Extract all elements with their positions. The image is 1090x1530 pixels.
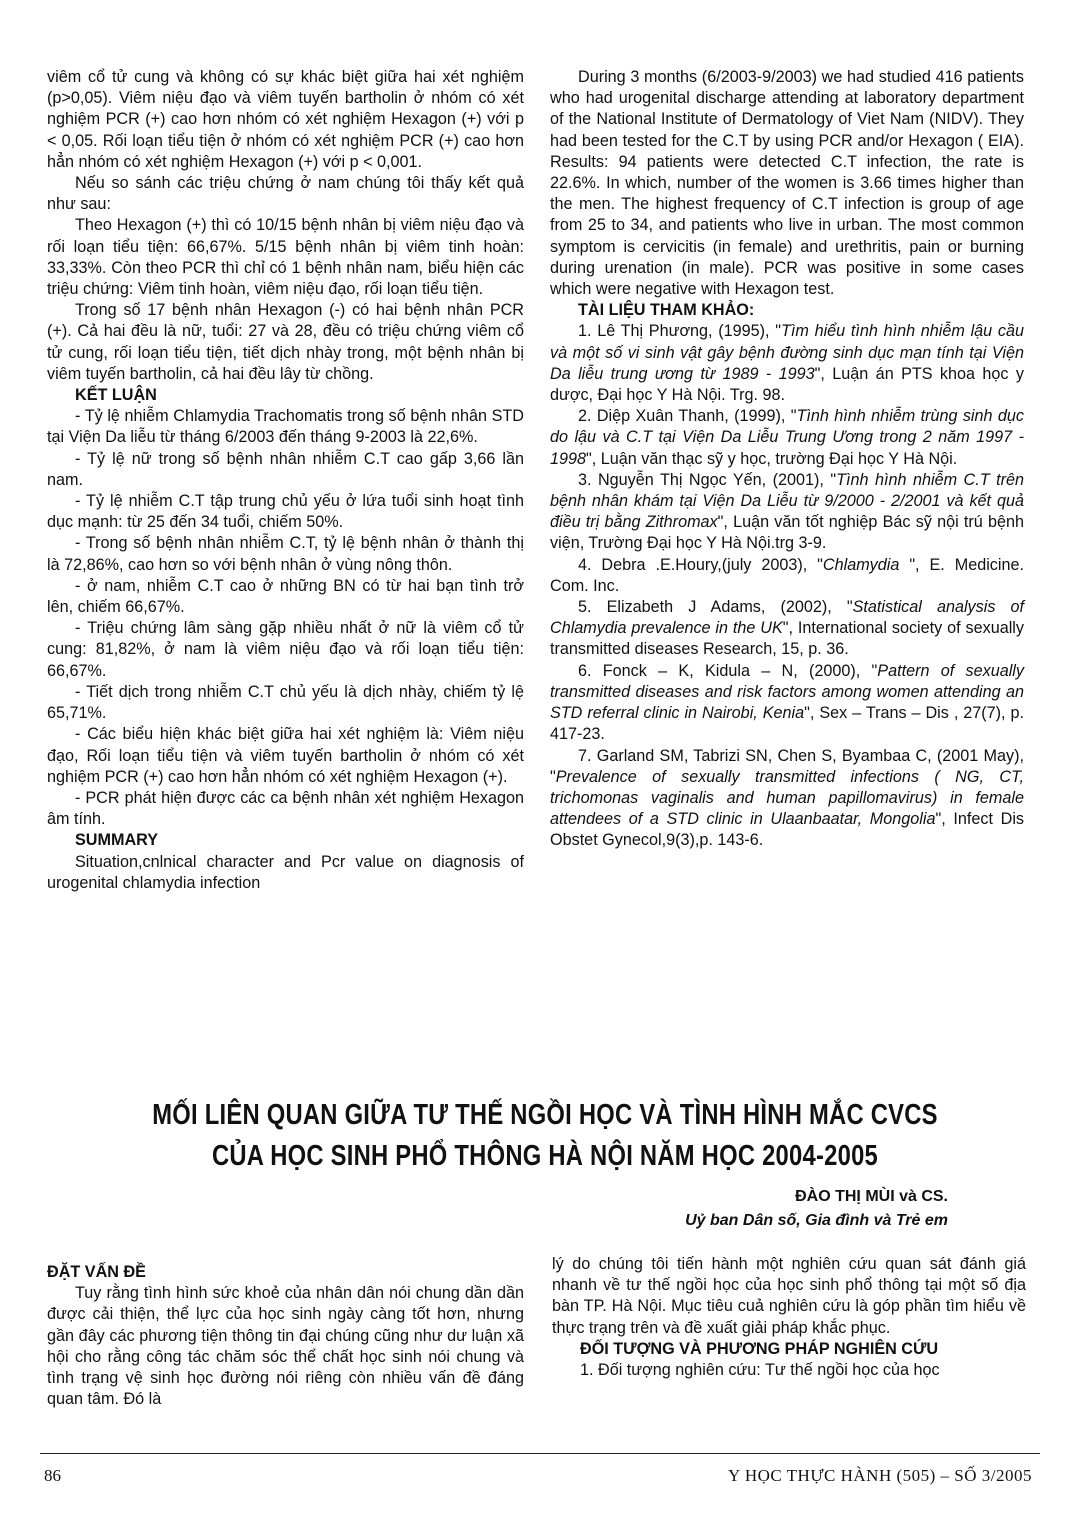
methods-heading: ĐỐI TƯỢNG VÀ PHƯƠNG PHÁP NGHIÊN CỨU: [580, 1339, 939, 1358]
conclusion-item: - Triệu chứng lâm sàng gặp nhiều nhất ở nữ là viêm cổ tử cung: 81,82%, ở nam là viêm niệu đạo và rối loạn tiểu tiện: 66,67%.: [47, 619, 524, 680]
introduction-heading: ĐẶT VẤN ĐỀ: [47, 1263, 146, 1281]
article-title: [131, 1095, 959, 1177]
paragraph: Theo Hexagon (+) thì có 10/15 bệnh nhân bị viêm niệu đạo và rối loạn tiểu tiện: 66,67%. 5/15 bệnh nhân bị viêm tinh hoàn: 33,33%. Còn theo PCR thì chỉ có 1 bệnh nhân nam, biểu hiện các triệu chứng: Viêm tinh hoàn, viêm niệu đạo, rối loạn tiểu tiện.: [47, 216, 524, 299]
reference-item: 3. Nguyễn Thị Ngọc Yến, (2001), "Tình hình nhiễm C.T trên bệnh nhân khám tại Viện Da Liễu từ 9/2000 - 2/2001 và kết quả điều trị bằng Zithromax", Luận văn tốt nghiệp Bác sỹ nội trú bệnh viện, Trường Đại học Y Hà Nội.trg 3-9.: [550, 470, 1024, 553]
reference-item: 7. Garland SM, Tabrizi SN, Chen S, Byambaa C, (2001 May), "Prevalence of sexually transmitted infections ( NG, CT, trichomonas vaginalis and human papillomavirus) in female attendees of a STD clinic in Ulaanbaatar, Mongolia", Infect Dis Obstet Gynecol,9(3),p. 143-6.: [550, 746, 1025, 850]
title-line-2: CỦA HỌC SINH PHỔ THÔNG HÀ NỘI NĂM HỌC 2004-2005: [211, 1140, 879, 1172]
new-article-left-column: [47, 1262, 524, 1410]
reference-list: [550, 321, 1024, 851]
page-number: 86: [44, 1466, 61, 1485]
reference-item: 6. Fonck – K, Kidula – N, (2000), "Pattern of sexually transmitted diseases and risk factors among women attending an STD referral clinic in Nairobi, Kenia", Sex – Trans – Dis , 27(7), p. 417-23.: [550, 661, 1024, 744]
reference-item: 4. Debra .E.Houry,(july 2003), "Chlamydia ", E. Medicine. Com. Inc.: [550, 555, 1024, 595]
references-heading: TÀI LIỆU THAM KHẢO:: [578, 301, 755, 320]
reference-item: 5. Elizabeth J Adams, (2002), "Statistical analysis of Chlamydia prevalence in the UK", International society of sexually transmitted diseases Research, 15, p. 36.: [550, 598, 1024, 659]
conclusion-item: - Trong số bệnh nhân nhiễm C.T, tỷ lệ bệnh nhân ở thành thị là 72,86%, cao hơn so với bệnh nhân ở vùng nông thôn.: [47, 534, 524, 574]
paragraph: viêm cổ tử cung và không có sự khác biệt giữa hai xét nghiệm (p>0,05). Viêm niệu đạo và viêm tuyến bartholin ở nhóm có xét nghiệm PCR (+) cao hơn nhóm có xét nghiệm Hexagon (+) với p < 0,05. Rối loạn tiểu tiện ở nhóm có xét nghiệm PCR (+) cao hơn hẳn nhóm có xét nghiệm Hexagon (+) với p < 0,001.: [47, 68, 524, 171]
summary-title: Situation,cnlnical character and Pcr value on diagnosis of urogenital chlamydia infection: [47, 852, 524, 892]
paragraph: Nếu so sánh các triệu chứng ở nam chúng tôi thấy kết quả như sau:: [47, 174, 524, 214]
journal-footer: Y HỌC THỰC HÀNH (505) – SỐ 3/2005: [727, 1466, 1032, 1485]
author-name: ĐÀO THỊ MÙI và CS.: [795, 1188, 948, 1205]
conclusion-item: - Tỷ lệ nhiễm C.T tập trung chủ yếu ở lứa tuổi sinh hoạt tình dục mạnh: từ 25 đến 34 tuổi, chiếm 50%.: [47, 492, 524, 532]
reference-item: 1. Lê Thị Phương, (1995), "Tìm hiểu tình hình nhiễm lậu cầu và một số vi sinh vật gây bệnh đường sinh dục mạn tính tại Viện Da liễu trung ương từ 1989 - 1993", Luận án PTS khoa học y dược, Đại học Y Hà Nội. Trg. 98.: [550, 322, 1024, 405]
conclusion-item: - PCR phát hiện được các ca bệnh nhân xét nghiệm Hexagon âm tính.: [47, 788, 524, 829]
right-column-abstract-references: [550, 67, 1024, 852]
reference-item: 2. Diệp Xuân Thanh, (1999), "Tình hình nhiễm trùng sinh dục do lậu và C.T tại Viện Da Liễu Trung Ương trong 2 năm 1997 - 1998", Luận văn thạc sỹ y học, trường Đại học Y Hà Nội.: [550, 407, 1024, 468]
paragraph: Tuy rằng tình hình sức khoẻ của nhân dân nói chung dần dần được cải thiện, thể lực của học sinh ngày càng tốt hơn, nhưng gần đây các phương tiện thông tin đại chúng cũng như dư luận xã hội cho rằng công tác chăm sóc thể chất học sinh nói chung và tình trạng vệ sinh học đường nói riêng còn nhiều vấn đề đáng quan tâm. Đó là: [47, 1284, 524, 1409]
footer-rule: [40, 1453, 1040, 1454]
conclusion-item: - ở nam, nhiễm C.T cao ở những BN có từ hai bạn tình trở lên, chiếm 66,67%.: [47, 576, 524, 617]
conclusion-item: - Tỷ lệ nhiễm Chlamydia Trachomatis trong số bệnh nhân STD tại Viện Da liễu từ tháng 6/2003 đến tháng 9-2003 là 22,6%.: [47, 407, 524, 447]
paragraph: lý do chúng tôi tiến hành một nghiên cứu quan sát đánh giá nhanh về tư thế ngồi học của học sinh phổ thông tại một số địa bàn TP. Hà Nội. Mục tiêu cuả nghiên cứu là góp phần tìm hiểu về thực trạng trên và đề xuất giải pháp khắc phục.: [552, 1255, 1026, 1337]
title-line-1: MỐI LIÊN QUAN GIỮA TƯ THẾ NGỒI HỌC VÀ TÌNH HÌNH MẮC CVCS: [152, 1099, 938, 1131]
summary-heading: SUMMARY: [75, 831, 159, 850]
new-article-right-column: [552, 1254, 1026, 1381]
english-abstract: During 3 months (6/2003-9/2003) we had studied 416 patients who had urogenital discharge attending at laboratory department of the National Institute of Dermatology of Viet Nam (NIDV). They had been tested for the C.T by using PCR and/or Hexagon ( EIA). Results: 94 patients were detected C.T infection, the rate is 22.6%. In which, number of the women is 3.66 times higher than the men. The highest frequency of C.T infection is group of age from 25 to 34, and patients who live in urban. The most common symptom is cervicitis (in female) and urethritis, pain or burning during urenation (in male). PCR was positive in some cases which were negative with Hexagon test.: [550, 68, 1024, 299]
conclusion-item: - Tỷ lệ nữ trong số bệnh nhân nhiễm C.T cao gấp 3,66 lần nam.: [47, 449, 524, 489]
author-block: [685, 1185, 948, 1233]
paragraph: Trong số 17 bệnh nhân Hexagon (-) có hai bệnh nhân PCR (+). Cả hai đều là nữ, tuổi: 27 và 28, đều có triệu chứng viêm cổ tử cung, rối loạn tiểu tiện, tiết dịch nhày trong, một bệnh nhân bị viêm tuyến bartholin, cả hai đều lây từ chồng.: [47, 301, 524, 383]
author-organization: Uỷ ban Dân số, Gia đình và Trẻ em: [685, 1212, 948, 1229]
paragraph: 1. Đối tượng nghiên cứu: Tư thế ngồi học của học: [580, 1361, 940, 1380]
conclusion-item: - Tiết dịch trong nhiễm C.T chủ yếu là dịch nhày, chiếm tỷ lệ 65,71%.: [47, 682, 524, 723]
conclusion-heading: KẾT LUẬN: [75, 386, 157, 405]
conclusion-item: - Các biểu hiện khác biệt giữa hai xét nghiệm là: Viêm niệu đạo, Rối loạn tiểu tiện và viêm tuyến bartholin ở nhóm có xét nghiệm PCR (+) cao hơn hẳn nhóm có xét nghiệm Hexagon (+).: [47, 725, 524, 786]
left-column-continued-article: [47, 67, 524, 894]
